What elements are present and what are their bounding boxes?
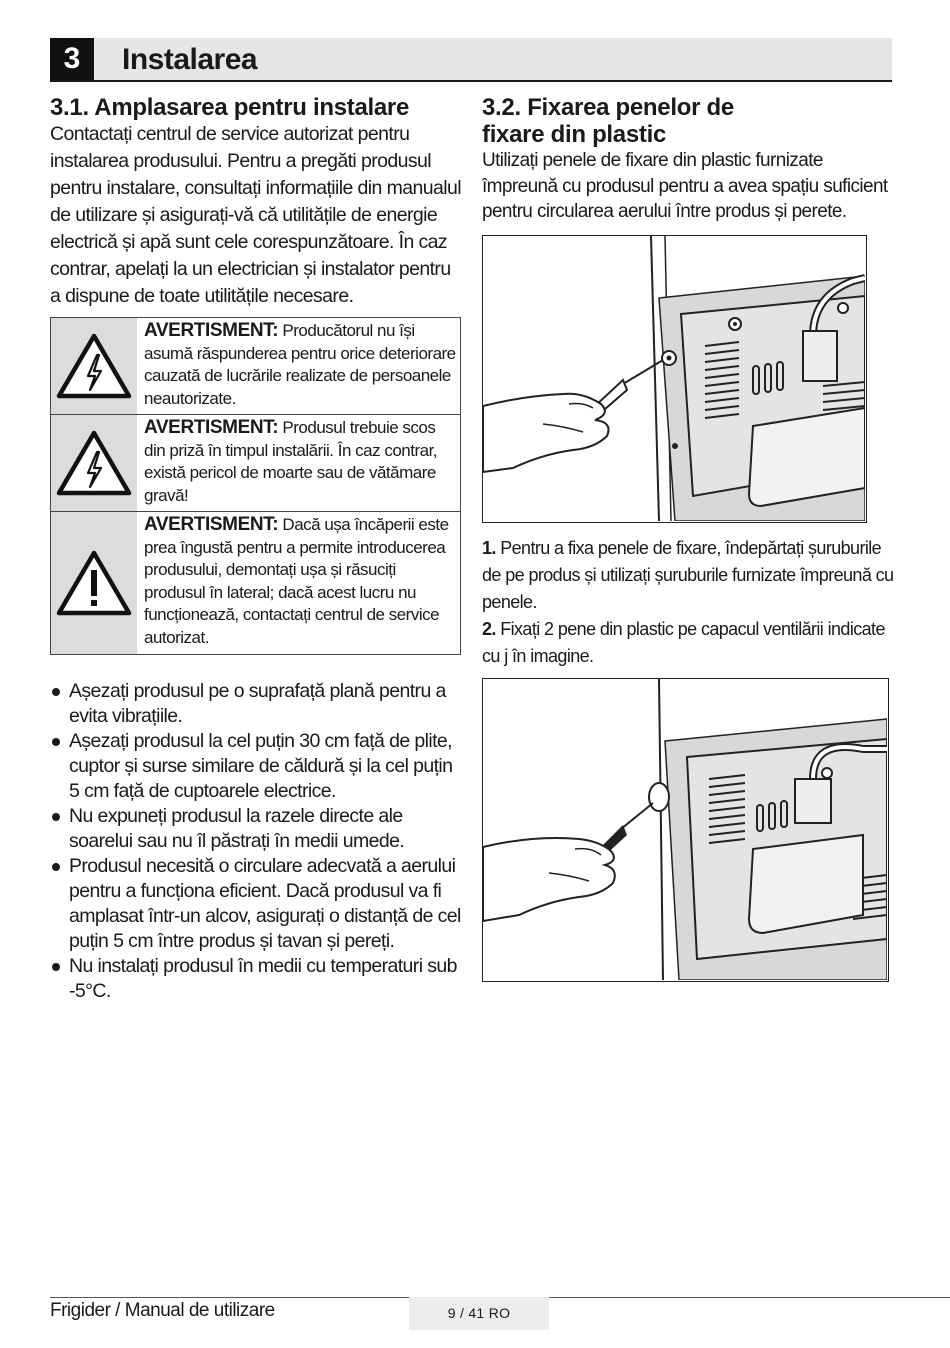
heading-line: fixare din plastic <box>482 121 666 148</box>
step-item <box>482 535 894 616</box>
right-column <box>482 94 894 982</box>
warning-text <box>137 415 460 511</box>
warning-body: Produsul trebuie scos din priză în timpul instalării. În caz contrar, există pericol de moarte sau de vătămare gravă! <box>144 418 438 505</box>
warning-row <box>51 511 460 654</box>
chapter-number: 3 <box>50 38 94 80</box>
warning-label: AVERTISMENT: <box>144 417 279 438</box>
illustration-screw-removal <box>482 235 867 523</box>
left-column <box>50 94 461 1004</box>
warning-row <box>51 414 460 511</box>
section-heading-placement: 3.1. Amplasarea pentru instalare <box>50 94 410 121</box>
electric-hazard-icon <box>51 318 137 414</box>
placement-bullets <box>50 679 461 1004</box>
page-number: 9 / 41 RO <box>409 1297 549 1330</box>
warning-text <box>137 512 460 654</box>
warning-body: Producătorul nu își asumă răspunderea pentru orice deteriorare cauzată de lucrările realizate de persoanele neautorizate. <box>144 321 456 408</box>
warning-row <box>51 318 460 414</box>
chapter-title: Instalarea <box>122 43 258 76</box>
warning-text <box>137 318 460 414</box>
step-text: Fixați 2 pene din plastic pe capacul ventilării indicate cu j în imagine. <box>482 618 885 666</box>
section-heading-wedges <box>482 94 894 148</box>
step-item <box>482 616 894 670</box>
list-item: Produsul necesită o circulare adecvată a aerului pentru a funcționa eficient. Dacă produsul va fi amplasat într-un alcov, asigurați o distanță de cel puțin 5 cm între produs și tavan și pereți. <box>50 854 461 954</box>
placement-intro: Contactați centrul de service autorizat pentru instalarea produsului. Pentru a pregăti produsul pentru instalare, consultați informațiile din manualul de utilizare și asigurați-vă că utilitățile de energie electrică și apă sunt cele corespunzătoare. În caz contrar, apelați la un electrician și instalator pentru a dispune de toate utilitățile necesare. <box>50 123 461 307</box>
chapter-header <box>50 38 892 82</box>
list-item: Așezați produsul la cel puțin 30 cm față de plite, cuptor și surse similare de căldură și la cel puțin 5 cm față de cuptoarele electrice. <box>50 729 461 804</box>
exclamation-warning-icon <box>51 512 137 654</box>
electric-hazard-icon <box>51 415 137 511</box>
warning-label: AVERTISMENT: <box>144 514 279 535</box>
instruction-steps <box>482 535 894 670</box>
step-text: Pentru a fixa penele de fixare, îndepărtați șuruburile de pe produs și utilizați șuruburile furnizate împreună cu penele. <box>482 537 894 612</box>
footer-title: Frigider / Manual de utilizare <box>50 1300 275 1321</box>
wedges-intro: Utilizați penele de fixare din plastic furnizate împreună cu produsul pentru a avea spațiu suficient pentru circularea aerului între produs și perete. <box>482 150 888 222</box>
step-number: 2. <box>482 618 496 639</box>
illustration-wedge-fixing <box>482 678 889 982</box>
list-item: Așezați produsul pe o suprafață plană pentru a evita vibrațiile. <box>50 679 461 729</box>
list-item: Nu expuneți produsul la razele directe ale soarelui sau nu îl păstrați în medii umede. <box>50 804 461 854</box>
warning-table <box>50 317 461 655</box>
warning-body: Dacă ușa încăperii este prea îngustă pentru a permite introducerea produsului, demontați ușa și răsuciți produsul în lateral; dacă acest lucru nu funcționează, contactați centrul de service autorizat. <box>144 515 449 647</box>
list-item: Nu instalați produsul în medii cu temperaturi sub -5°C. <box>50 954 461 1004</box>
warning-label: AVERTISMENT: <box>144 320 279 341</box>
heading-line: 3.2. Fixarea penelor de <box>482 94 734 121</box>
step-number: 1. <box>482 537 496 558</box>
